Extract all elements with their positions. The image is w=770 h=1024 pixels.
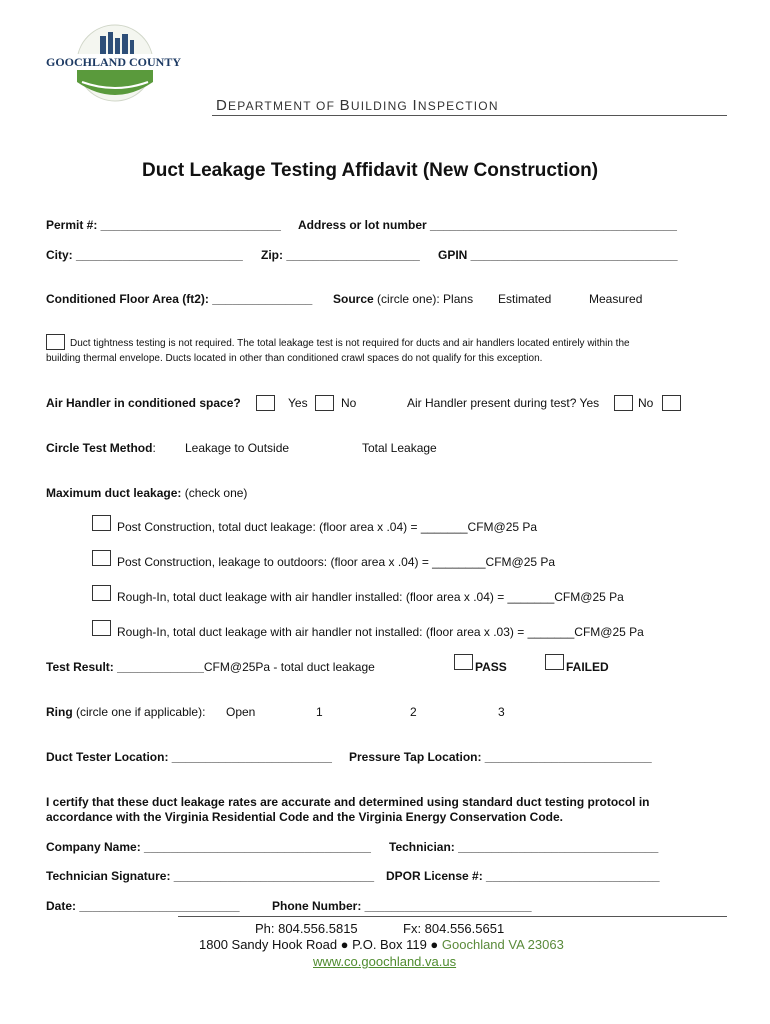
date-field[interactable]: Date: ________________________ [46,899,240,913]
pass-checkbox[interactable] [454,654,473,670]
dpor-license-field[interactable]: DPOR License #: __________________________ [386,869,660,883]
source-label: Source [333,292,374,306]
page-title: Duct Leakage Testing Affidavit (New Construction) [142,160,599,181]
certification-line1: I certify that these duct leakage rates are accurate and determined using standard duct testing protocol in [46,795,650,809]
certification-line2: accordance with the Virginia Residential Code and the Virginia Energy Conservation Code. [46,810,564,824]
source-field [333,292,473,306]
failed-label: FAILED [566,660,609,674]
max-leakage-option-4-checkbox[interactable] [92,620,111,636]
logo-text: GOOCHLAND COUNTY [46,55,182,69]
footer-city: Goochland VA 23063 [441,937,564,952]
air-handler-present-no-checkbox[interactable] [662,395,681,411]
header-rule [212,115,727,116]
max-leakage-heading: Maximum duct leakage: (check one) [46,486,248,500]
ring-option-2[interactable]: 2 [410,705,417,719]
pressure-tap-location-field[interactable]: Pressure Tap Location: _________________________ [349,750,652,764]
air-handler-conditioned-no-checkbox[interactable] [315,395,334,411]
phone-number-field[interactable]: Phone Number: _________________________ [272,899,532,913]
air-handler-present-yes-checkbox[interactable] [614,395,633,411]
footer-address: 1800 Sandy Hook Road ● P.O. Box 119 ● Goochland VA 23063 [199,937,564,952]
max-leakage-option-2: Post Construction, leakage to outdoors: (floor area x .04) = ________CFM@25 Pa [117,555,556,569]
max-leakage-option-1-checkbox[interactable] [92,515,111,531]
max-leakage-option-3-checkbox[interactable] [92,585,111,601]
technician-field[interactable]: Technician: ______________________________ [389,840,659,854]
source-option-measured[interactable]: Measured [589,292,643,306]
air-handler-conditioned-yes-label: Yes [288,396,308,410]
ring-option-3[interactable]: 3 [498,705,505,719]
max-leakage-option-3: Rough-In, total duct leakage with air handler installed: (floor area x .04) = _______CFM@25 Pa [117,590,624,604]
exception-text-line2: building thermal envelope. Ducts located in other than conditioned crawl spaces do not qualify for this exception. [46,353,543,364]
gpin-field[interactable]: GPIN _______________________________ [438,248,678,262]
floor-area-field[interactable]: Conditioned Floor Area (ft2): _______________ [46,292,313,306]
website-link[interactable]: www.co.goochland.va.us [313,954,457,969]
failed-checkbox[interactable] [545,654,564,670]
air-handler-conditioned-no-label: No [341,396,357,410]
department-name: DEPARTMENT OF BUILDING INSPECTION [216,97,499,114]
ring-option-1[interactable]: 1 [316,705,323,719]
zip-field[interactable]: Zip: ____________________ [261,248,420,262]
test-method-label: Circle Test Method: [46,441,156,455]
duct-tester-location-field[interactable]: Duct Tester Location: ________________________ [46,750,332,764]
air-handler-present-no-label: No [638,396,654,410]
source-option-plans[interactable]: (circle one): Plans [377,292,474,306]
company-name-field[interactable]: Company Name: __________________________________ [46,840,371,854]
footer-fax: Fx: 804.556.5651 [403,921,505,936]
exception-checkbox[interactable] [46,334,65,350]
max-leakage-option-2-checkbox[interactable] [92,550,111,566]
exception-text-line1: Duct tightness testing is not required. The total leakage test is not required for ducts and air handlers located entirely within the [70,338,630,349]
permit-field[interactable]: Permit #: ___________________________ [46,218,281,232]
ring-label: Ring (circle one if applicable): [46,705,206,719]
test-method-outside[interactable]: Leakage to Outside [185,441,290,455]
max-leakage-option-4: Rough-In, total duct leakage with air handler not installed: (floor area x .03) = _______CFM@25 Pa [117,625,644,639]
air-handler-conditioned-yes-checkbox[interactable] [256,395,275,411]
ring-option-open[interactable]: Open [226,705,256,719]
pass-label: PASS [475,660,507,674]
footer-phone: Ph: 804.556.5815 [255,921,358,936]
air-handler-present-label: Air Handler present during test? Yes [407,396,600,410]
footer-rule [178,916,727,917]
technician-signature-field[interactable]: Technician Signature: ______________________________ [46,869,375,883]
source-option-estimated[interactable]: Estimated [498,292,552,306]
test-result-field[interactable]: Test Result: _____________CFM@25Pa - total duct leakage [46,660,375,674]
address-field[interactable]: Address or lot number _____________________________________ [298,218,677,232]
city-field[interactable]: City: _________________________ [46,248,243,262]
air-handler-conditioned-label: Air Handler in conditioned space? [46,396,241,410]
max-leakage-option-1: Post Construction, total duct leakage: (floor area x .04) = _______CFM@25 Pa [117,520,538,534]
test-method-total[interactable]: Total Leakage [362,441,437,455]
